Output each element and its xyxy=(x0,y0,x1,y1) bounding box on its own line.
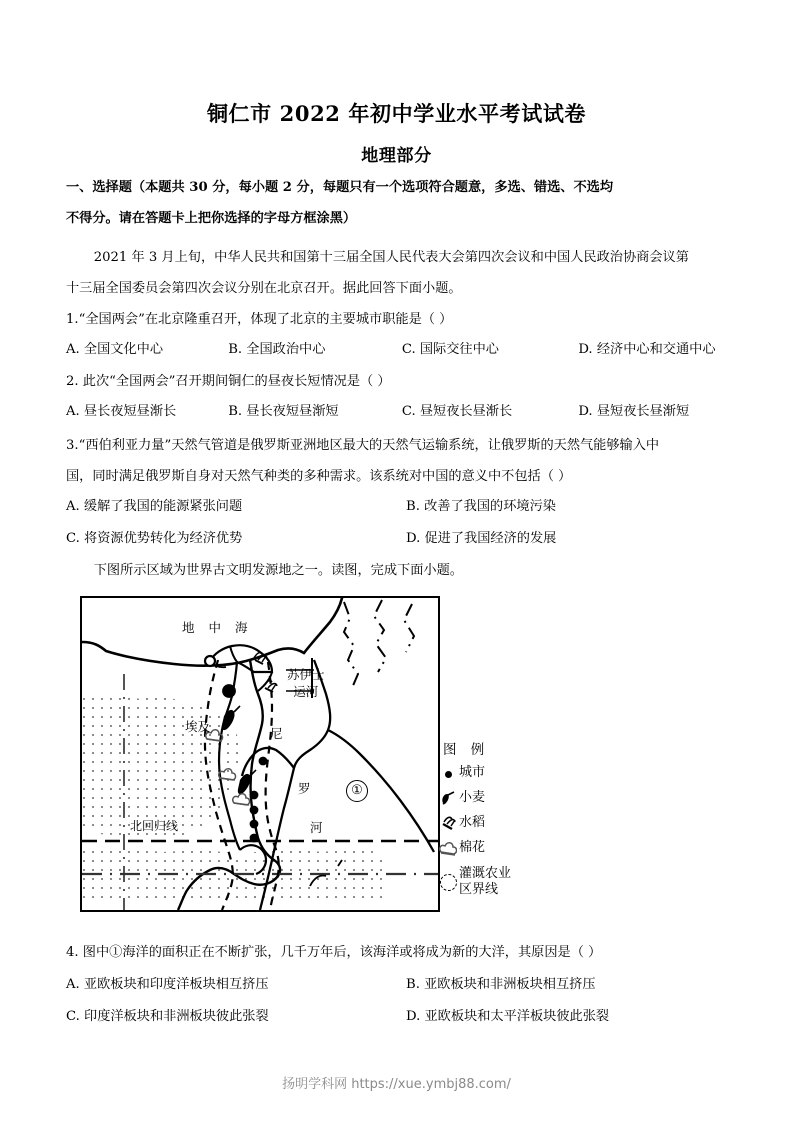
passage-2: 下图所示区域为世界古文明发源地之一。读图，完成下面小题。 xyxy=(93,563,463,578)
legend-label-cotton: 棉花 xyxy=(459,840,486,855)
map-label-egypt: 埃及 xyxy=(185,719,211,734)
question-1-option-d[interactable]: D. 经济中心和交通中心 xyxy=(578,342,716,357)
legend-label-city: 城市 xyxy=(459,765,486,780)
map-label-nile-char2: 罗 xyxy=(298,781,311,796)
city-luxor-b xyxy=(250,806,259,815)
footer-watermark: 扬明学科网 https://xue.ymbj88.com/ xyxy=(282,1077,511,1092)
question-2-option-d[interactable]: D. 昼短夜长昼渐短 xyxy=(578,404,690,419)
map-label-suez-canal xyxy=(287,666,325,700)
border-arabia-2 xyxy=(404,604,414,652)
map-frame xyxy=(80,596,440,912)
nile-delta-outline xyxy=(210,645,272,672)
question-1-stem: 1.“全国两会”在北京隆重召开，体现了北京的主要城市职能是（ ） xyxy=(66,312,453,327)
dashed-circle-icon xyxy=(437,873,459,891)
map-drawing xyxy=(82,598,438,910)
sinai-north-coast xyxy=(304,598,342,653)
map-label-nile-char3: 河 xyxy=(310,820,323,835)
question-3-options-row2 xyxy=(66,524,731,554)
legend-label-wheat: 小麦 xyxy=(459,790,486,805)
legend-label-irrigation-line1: 灌溉农业 xyxy=(459,866,512,881)
section-heading-line1: 一、选择题（本题共 30 分，每小题 2 分，每题只有一个选项符合题意，多选、错选、不选均 xyxy=(66,180,614,195)
passage-1-line2: 十三届全国委员会第四次会议分别在北京召开。据此回答下面小题。 xyxy=(66,281,462,296)
legend-item-wheat xyxy=(437,790,529,810)
question-4-options-row2 xyxy=(66,1002,731,1032)
question-3-stem-line2: 国，同时满足俄罗斯自身对天然气种类的多种需求。该系统对中国的意义中不包括（ ） xyxy=(66,469,572,484)
map-label-mediterranean: 地 中 海 xyxy=(182,620,253,635)
border-sinai xyxy=(344,602,358,688)
city-asyut xyxy=(259,757,268,766)
question-1-option-b[interactable]: B. 全国政治中心 xyxy=(228,342,326,357)
map-legend xyxy=(437,738,529,904)
map-label-suez-line2: 运河 xyxy=(293,684,319,699)
legend-item-rice xyxy=(437,815,529,835)
city-aswan-b xyxy=(250,834,259,843)
border-arabia-1 xyxy=(374,600,386,672)
question-1-option-c[interactable]: C. 国际交往中心 xyxy=(401,342,499,357)
question-2-option-c[interactable]: C. 昼短夜长昼渐长 xyxy=(401,404,513,419)
question-4-option-c[interactable]: C. 印度洋板块和非洲板块彼此张裂 xyxy=(66,1009,269,1024)
question-4-stem: 4. 图中①海洋的面积正在不断扩张，几千万年后，该海洋或将成为新的大洋，其原因是（ ） xyxy=(66,945,602,960)
wheat-icon xyxy=(437,790,459,808)
question-4-option-b[interactable]: B. 亚欧板块和非洲板块相互挤压 xyxy=(406,977,596,992)
map-label-tropic-of-cancer: 北回归线 xyxy=(130,819,179,833)
legend-label-rice: 水稻 xyxy=(459,815,486,830)
question-3-option-a[interactable]: A. 缓解了我国的能源紧张问题 xyxy=(66,499,243,514)
question-2-options xyxy=(66,397,731,427)
question-4-options-row1 xyxy=(66,970,731,1000)
rice-icon xyxy=(437,815,459,833)
question-3-options-row1 xyxy=(66,492,731,522)
map-marker-ocean-one: ① xyxy=(346,780,368,802)
question-3-option-c[interactable]: C. 将资源优势转化为经济优势 xyxy=(66,531,243,546)
page-title: 铜仁市 2022 年初中学业水平考试试卷 xyxy=(206,101,587,126)
map-label-suez-line1: 苏伊士 xyxy=(287,667,325,682)
section-heading-line2: 不得分。请在答题卡上把你选择的字母方框涂黑） xyxy=(66,211,357,226)
egypt-map-figure xyxy=(80,596,528,914)
map-label-nile-char1: 尼 xyxy=(270,726,283,741)
city-aswan-a xyxy=(250,820,259,829)
red-sea-east-coast xyxy=(328,730,434,852)
legend-item-irrigation-boundary xyxy=(437,865,529,899)
question-4-option-a[interactable]: A. 亚欧板块和印度洋板块相互挤压 xyxy=(66,977,269,992)
legend-label-irrigation-line2: 区界线 xyxy=(459,882,499,897)
mediterranean-coastline xyxy=(82,642,304,666)
legend-item-cotton xyxy=(437,840,529,860)
city-luxor-a xyxy=(250,791,259,800)
question-3-option-b[interactable]: B. 改善了我国的环境污染 xyxy=(406,499,556,514)
question-1-option-a[interactable]: A. 全国文化中心 xyxy=(66,342,164,357)
question-2-option-b[interactable]: B. 昼长夜短昼渐短 xyxy=(228,404,339,419)
question-2-option-a[interactable]: A. 昼长夜短昼渐长 xyxy=(66,404,177,419)
cotton-icon xyxy=(437,840,459,858)
question-3-stem-line1: 3.“西伯利亚力量”天然气管道是俄罗斯亚洲地区最大的天然气运输系统，让俄罗斯的天然气能够输入中 xyxy=(66,438,660,453)
legend-item-city xyxy=(437,765,529,785)
question-2-stem: 2. 此次“全国两会”召开期间铜仁的昼夜长短情况是（ ） xyxy=(66,374,391,389)
question-3-option-d[interactable]: D. 促进了我国经济的发展 xyxy=(406,531,557,546)
question-4-option-d[interactable]: D. 亚欧板块和太平洋板块彼此张裂 xyxy=(406,1009,610,1024)
delta-branch-rosetta xyxy=(230,646,237,662)
city-cairo-core xyxy=(227,689,232,694)
question-1-options xyxy=(66,335,731,365)
passage-1-line1: 2021 年 3 月上旬，中华人民共和国第十三届全国人民代表大会第四次会议和中国人民政治协商会议第 xyxy=(93,250,689,265)
legend-title: 图 例 xyxy=(443,742,490,758)
city-alexandria xyxy=(205,656,215,666)
city-dot-icon xyxy=(437,765,459,783)
page-subtitle: 地理部分 xyxy=(361,146,432,166)
